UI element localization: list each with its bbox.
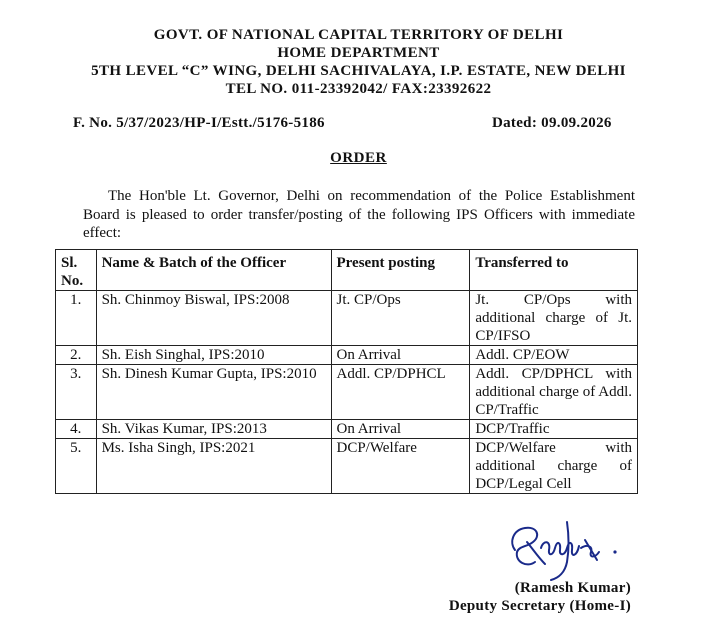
cell-officer: Sh. Eish Singhal, IPS:2010 <box>96 346 331 365</box>
cell-officer: Sh. Chinmoy Biswal, IPS:2008 <box>96 291 331 346</box>
col-header-transferred: Transferred to <box>470 250 638 291</box>
cell-sl: 5. <box>56 439 97 494</box>
cell-sl: 3. <box>56 365 97 420</box>
table-row <box>56 346 638 365</box>
signatory-designation: Deputy Secretary (Home-I) <box>448 598 631 614</box>
cell-present: Addl. CP/DPHCL <box>331 365 470 420</box>
transfer-table <box>55 249 638 494</box>
cell-transferred: DCP/Traffic <box>470 420 638 439</box>
department-name: HOME DEPARTMENT <box>277 45 440 61</box>
col-header-present: Present posting <box>331 250 470 291</box>
table-header-row <box>56 250 638 291</box>
contact-numbers: TEL NO. 011-23392042/ FAX:23392622 <box>225 81 492 97</box>
handwritten-signature <box>505 512 625 582</box>
cell-transferred: Addl. CP/DPHCL with additional charge of Addl. CP/Traffic <box>470 365 638 420</box>
table-row <box>56 439 638 494</box>
govt-name: GOVT. OF NATIONAL CAPITAL TERRITORY OF DELHI <box>153 27 564 43</box>
cell-transferred: Addl. CP/EOW <box>470 346 638 365</box>
cell-officer: Ms. Isha Singh, IPS:2021 <box>96 439 331 494</box>
cell-transferred: DCP/Welfare with additional charge of DCP/Legal Cell <box>470 439 638 494</box>
order-date: Dated: 09.09.2026 <box>492 115 612 131</box>
order-body: The Hon'ble Lt. Governor, Delhi on recommendation of the Police Establishment Board is pleased to order transfer/posting of the following IPS Officers with immediate effect: <box>83 188 635 241</box>
cell-transferred: Jt. CP/Ops with additional charge of Jt. CP/IFSO <box>470 291 638 346</box>
table-row <box>56 420 638 439</box>
cell-present: Jt. CP/Ops <box>331 291 470 346</box>
cell-sl: 2. <box>56 346 97 365</box>
signatory-name: (Ramesh Kumar) <box>514 580 631 596</box>
cell-present: On Arrival <box>331 420 470 439</box>
cell-present: On Arrival <box>331 346 470 365</box>
col-header-sl: Sl. No. <box>56 250 97 291</box>
cell-present: DCP/Welfare <box>331 439 470 494</box>
document-title: ORDER <box>330 150 387 166</box>
cell-sl: 4. <box>56 420 97 439</box>
office-address: 5TH LEVEL “C” WING, DELHI SACHIVALAYA, I.P. ESTATE, NEW DELHI <box>91 63 626 79</box>
table-row <box>56 291 638 346</box>
cell-sl: 1. <box>56 291 97 346</box>
table-row <box>56 365 638 420</box>
cell-officer: Sh. Vikas Kumar, IPS:2013 <box>96 420 331 439</box>
col-header-name: Name & Batch of the Officer <box>96 250 331 291</box>
cell-officer: Sh. Dinesh Kumar Gupta, IPS:2010 <box>96 365 331 420</box>
file-number: F. No. 5/37/2023/HP-I/Estt./5176-5186 <box>73 115 325 131</box>
